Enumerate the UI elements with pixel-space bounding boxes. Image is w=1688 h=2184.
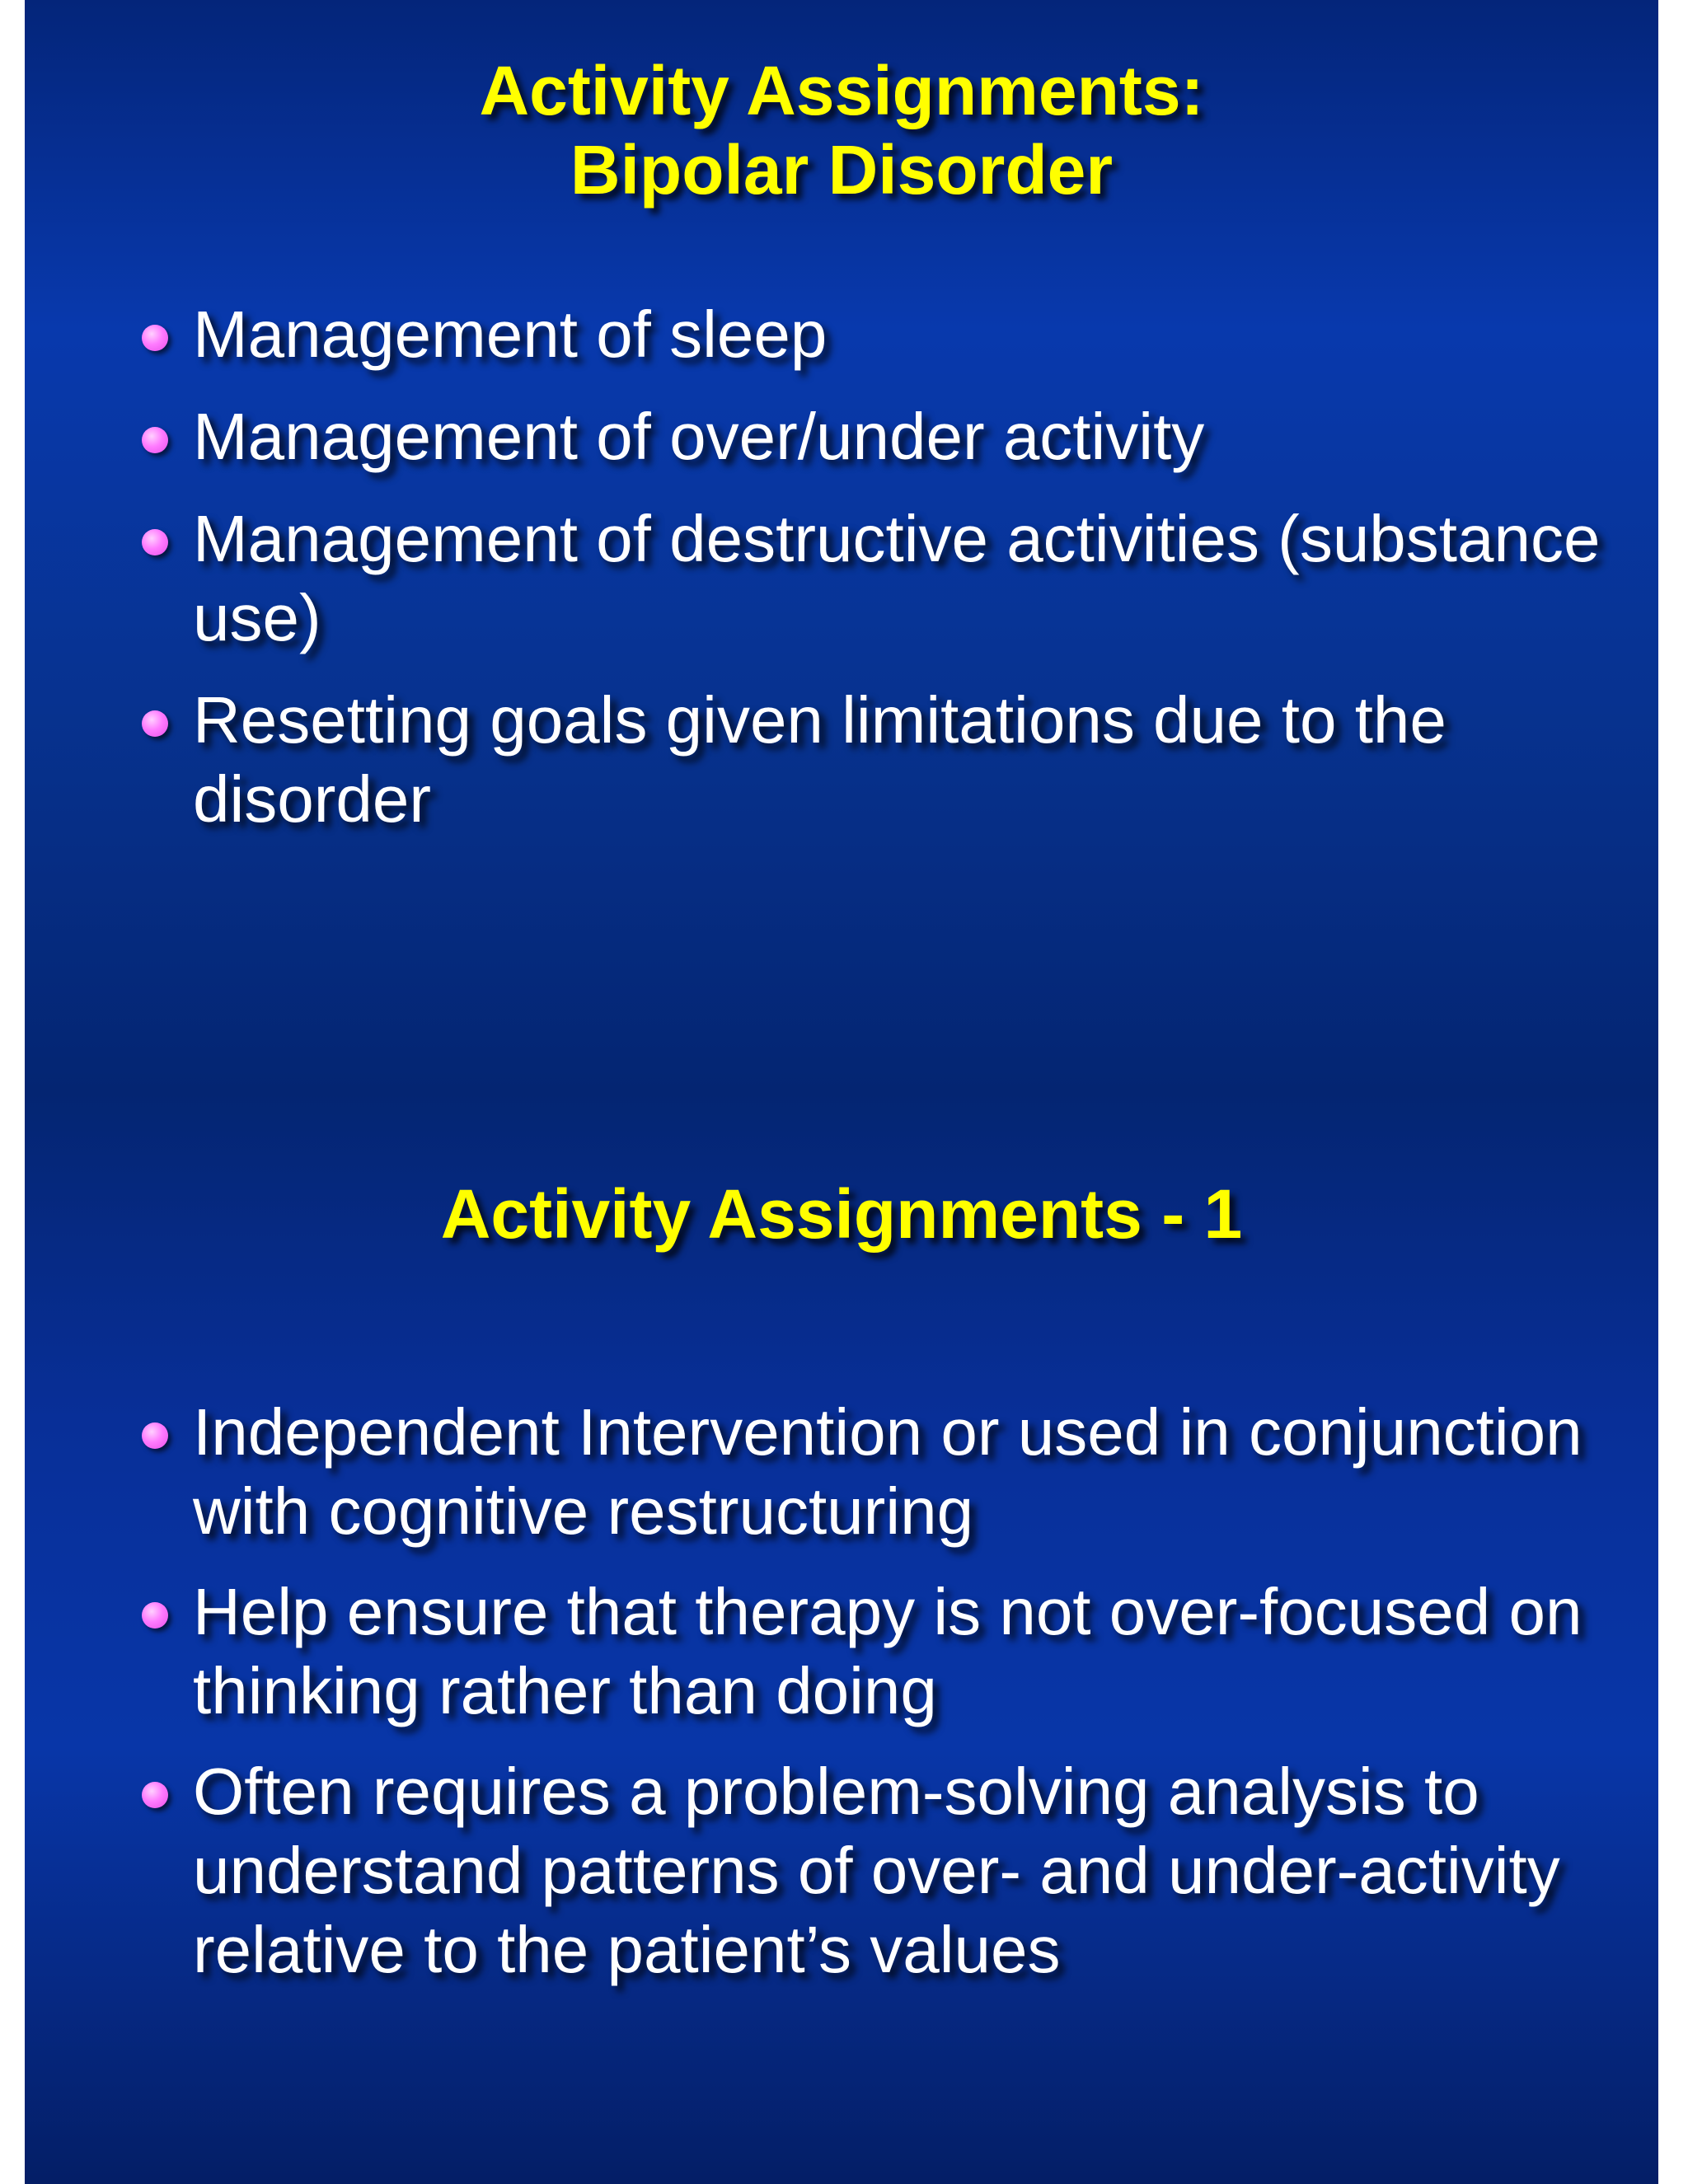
- bullet-dot-icon: [142, 325, 168, 351]
- bullet-text: Resetting goals given limitations due to the disorder: [193, 683, 1447, 836]
- slide-title: [25, 51, 1658, 209]
- slide-bipolar-disorder: [25, 0, 1658, 1092]
- bullet-dot-icon: [142, 529, 168, 555]
- bullet-dot-icon: [142, 710, 168, 737]
- bullet-item: [114, 397, 1630, 476]
- bullet-item: [114, 499, 1630, 658]
- bullet-dot-icon: [142, 1782, 168, 1808]
- bullet-list: [114, 295, 1630, 862]
- title-line: Activity Assignments:: [479, 52, 1204, 129]
- bullet-dot-icon: [142, 427, 168, 453]
- slide-handout-page: [25, 0, 1658, 2184]
- bullet-dot-icon: [142, 1602, 168, 1629]
- bullet-item: [114, 1752, 1630, 1990]
- bullet-item: [114, 1572, 1630, 1731]
- bullet-item: [114, 681, 1630, 839]
- bullet-text: Management of over/under activity: [193, 400, 1205, 473]
- slide-activity-assignments-1: [25, 1092, 1658, 2184]
- title-line: Bipolar Disorder: [570, 131, 1114, 209]
- bullet-item: [114, 1393, 1630, 1551]
- slide-title: [25, 1174, 1658, 1254]
- bullet-text: Management of sleep: [193, 298, 828, 371]
- bullet-item: [114, 295, 1630, 374]
- bullet-text: Independent Intervention or used in conjunction with cognitive restructuring: [193, 1395, 1582, 1548]
- bullet-dot-icon: [142, 1422, 168, 1449]
- bullet-text: Often requires a problem-solving analysis to understand patterns of over- and under-activity relative to the patient’s values: [193, 1755, 1560, 1986]
- bullet-list: [114, 1393, 1630, 2011]
- title-line: Activity Assignments - 1: [440, 1175, 1243, 1253]
- bullet-text: Help ensure that therapy is not over-focused on thinking rather than doing: [193, 1575, 1582, 1727]
- bullet-text: Management of destructive activities (substance use): [193, 502, 1601, 654]
